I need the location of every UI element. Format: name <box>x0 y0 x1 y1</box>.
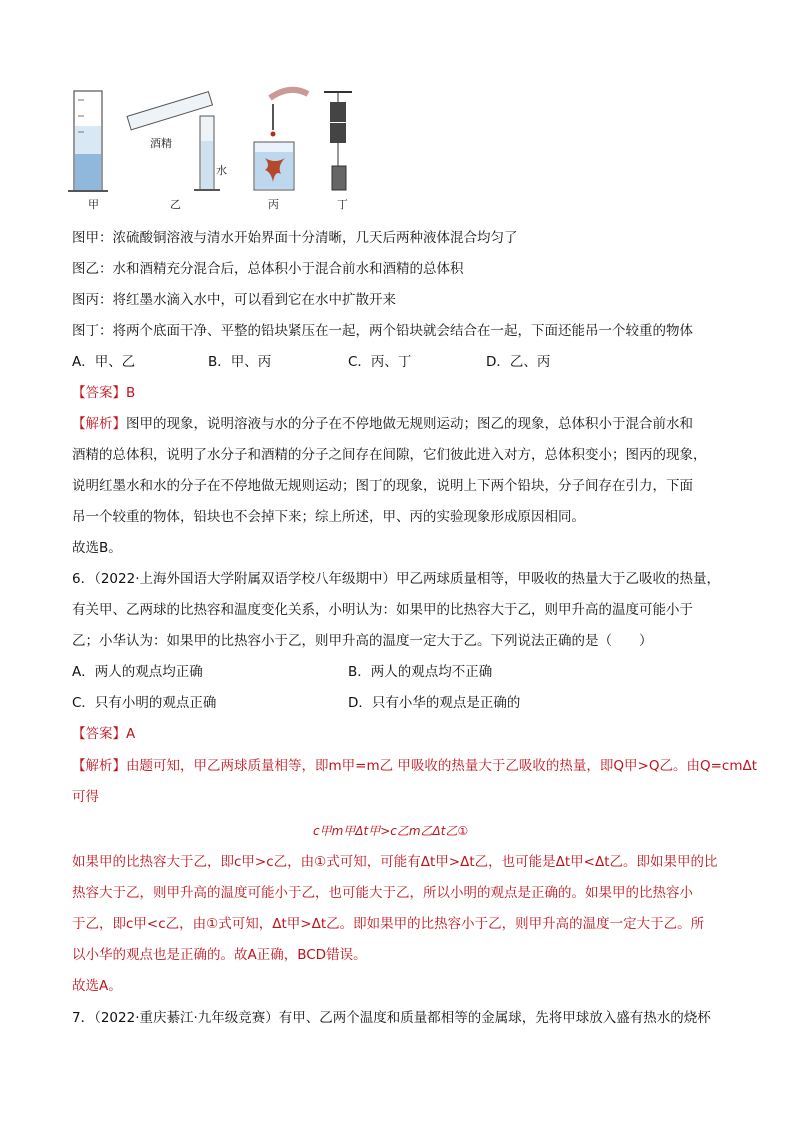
q5-option-c: C．丙、丁 <box>348 354 412 370</box>
description-ding: 图丁：将两个底面干净、平整的铅块紧压在一起，两个铅块就会结合在一起，下面还能吊一个较重的物体 <box>72 323 693 339</box>
description-yi: 图乙：水和酒精充分混合后，总体积小于混合前水和酒精的总体积 <box>72 261 464 277</box>
q5-analysis-line-3: 说明红墨水和水的分子在不停地做无规则运动；图丁的现象，说明上下两个铅块，分子间存在引力，下面 <box>72 478 693 494</box>
description-jia: 图甲：浓硫酸铜溶液与清水开始界面十分清晰，几天后两种液体混合均匀了 <box>72 230 518 246</box>
q6-option-a: A．两人的观点均正确 <box>72 664 203 680</box>
cylinder-yi <box>127 92 220 190</box>
caption-jia: 甲 <box>88 198 99 211</box>
q6-body-line-1: 如果甲的比热容大于乙，即c甲>c乙，由①式可知，可能有Δt甲>Δt乙，也可能是Δt甲<Δt乙。即如果甲的比 <box>72 854 718 870</box>
q7-stem: 7．（2022·重庆綦江·九年级竞赛）有甲、乙两个温度和质量都相等的金属球，先将甲球放入盛有热水的烧杯 <box>72 1010 711 1026</box>
answer-label: 【答案】 <box>72 726 126 742</box>
caption-alcohol: 酒精 <box>150 137 172 150</box>
analysis-label: 【解析】 <box>72 758 126 774</box>
q5-option-a: A．甲、乙 <box>72 354 136 370</box>
q5-option-d: D．乙、丙 <box>486 354 551 370</box>
analysis-text: 由题可知，甲乙两球质量相等，即m甲=m乙 甲吸收的热量大于乙吸收的热量，即Q甲>Q乙。由Q=cmΔt <box>126 758 758 774</box>
q5-analysis-line-1 <box>72 414 693 434</box>
description-bing: 图丙：将红墨水滴入水中，可以看到它在水中扩散开来 <box>72 292 396 308</box>
answer-label: 【答案】 <box>72 385 126 401</box>
q5-answer <box>72 383 135 403</box>
q5-option-b: B．甲、丙 <box>208 354 272 370</box>
q6-option-d: D．只有小华的观点是正确的 <box>348 695 521 711</box>
caption-ding: 丁 <box>337 198 348 211</box>
q6-body-line-2: 热容大于乙，则甲升高的温度可能小于乙，也可能大于乙，所以小明的观点是正确的。如果甲的比热容小 <box>72 885 693 901</box>
lead-blocks-ding <box>324 92 352 190</box>
q6-answer <box>72 724 135 744</box>
q5-analysis-line-4: 吊一个较重的物体，铅块也不会掉下来；综上所述，甲、丙的实验现象形成原因相同。 <box>72 509 585 525</box>
answer-value: B <box>126 385 136 401</box>
caption-water: 水 <box>216 164 227 177</box>
q6-body-line-4: 以小华的观点也是正确的。故A正确，BCD错误。 <box>72 947 367 963</box>
caption-yi: 乙 <box>170 198 181 211</box>
analysis-text: 图甲的现象，说明溶液与水的分子在不停地做无规则运动；图乙的现象，总体积小于混合前水和 <box>126 416 693 432</box>
analysis-label: 【解析】 <box>72 416 126 432</box>
q6-body-line-3: 于乙，即c甲<c乙，由①式可知，Δt甲>Δt乙。即如果甲的比热容小于乙，则甲升高的温度一定大于乙。所 <box>72 916 705 932</box>
q5-conclusion: 故选B。 <box>72 540 122 556</box>
cylinder-jia <box>68 91 108 191</box>
experiment-figure <box>60 86 380 212</box>
answer-value: A <box>126 726 136 742</box>
q6-analysis-line-2: 可得 <box>72 789 99 805</box>
caption-bing: 丙 <box>268 198 279 211</box>
q5-analysis-line-2: 酒精的总体积，说明了水分子和酒精的分子之间存在间隙，它们彼此进入对方，总体积变小；图丙的现象， <box>72 447 707 463</box>
q6-option-c: C．只有小明的观点正确 <box>72 695 217 711</box>
q6-stem-line-1: 6．（2022·上海外国语大学附属双语学校八年级期中）甲乙两球质量相等，甲吸收的热量大于乙吸收的热量， <box>72 571 720 587</box>
beaker-bing <box>254 90 308 190</box>
q6-formula: c甲m甲Δt甲>c乙m乙Δt乙① <box>313 824 469 838</box>
q6-option-b: B．两人的观点均不正确 <box>348 664 493 680</box>
q6-conclusion: 故选A。 <box>72 978 122 994</box>
q6-stem-line-2: 有关甲、乙两球的比热容和温度变化关系，小明认为：如果甲的比热容大于乙，则甲升高的温度可能小于 <box>72 602 693 618</box>
q6-analysis-line-1 <box>72 756 757 776</box>
q6-stem-line-3: 乙；小华认为：如果甲的比热容小于乙，则甲升高的温度一定大于乙。下列说法正确的是（ ） <box>72 633 653 649</box>
